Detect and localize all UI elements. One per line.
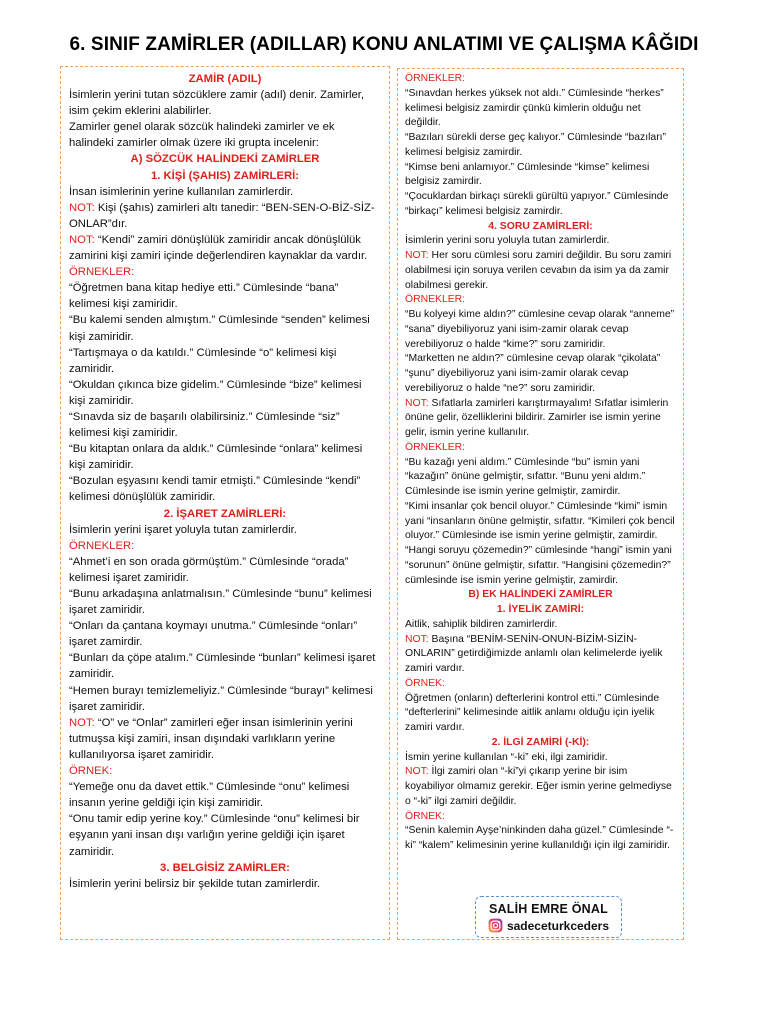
note-text: Kişi (şahıs) zamirleri altı tanedir: “BEN-SEN-O-BİZ-SİZ-ONLAR”dır. [69, 201, 375, 230]
note-label: NOT: [69, 201, 95, 214]
kisi-note-1 [69, 200, 381, 232]
kisi-example: “Bu kalemi senden almıştım.” Cümlesinde “senden” kelimesi kişi zamiridir. [69, 314, 370, 343]
belgisiz-example: “Kimse beni anlamıyor.” Cümlesinde “kimse” kelimesi belgisiz zamirdir. [405, 161, 650, 188]
zamir-heading: ZAMİR (ADIL) [188, 73, 262, 85]
iyelik-heading: 1. İYELİK ZAMİRİ: [496, 604, 585, 615]
iyelik-example: Öğretmen (onların) defterlerini kontrol etti.” Cümlesinde “defterlerini” kelimesinde aitlik anlamı olduğu için iyelik zamiri vardır. [405, 692, 660, 733]
social-handle[interactable] [476, 918, 621, 933]
isaret-example: “Bunları da çöpe atalım.” Cümlesinde “bunları” kelimesi işaret zamiridir. [69, 652, 376, 681]
kisi-example: “Tartışmaya o da katıldı.” Cümlesinde “o” kelimesi kişi zamiridir. [69, 346, 337, 375]
soru-example-2: “Hangi soruyu çözemedin?” cümlesinde “hangi” ismin yani “sorunun” önüne gelmiştir, sıfattır. “Hangisini çözemedin?” cümlesinde ise ismin yerine gelmiştir, zamirdir. [405, 545, 672, 586]
note-text: “O” ve “Onlar” zamirleri eğer insan isimlerinin yerini tutmuşsa kişi zamiri, insan dışındaki varlıkların yerine kullanılıyorsa işaret zamiridir. [69, 716, 353, 761]
soru-definition: İsimlerin yerini soru yoluyla tutan zamirlerdir. [405, 235, 610, 247]
isaret-definition: İsimlerin yerini işaret yoluyla tutan zamirlerdir. [69, 523, 297, 536]
isaret-example: “Hemen burayı temizlemeliyiz.” Cümlesinde “burayı” kelimesi işaret zamiridir. [69, 684, 373, 713]
kisi-examples-label: ÖRNEKLER: [69, 266, 135, 279]
soru-example-2: “Kimi insanlar çok bencil oluyor.” Cümlesinde “kimi” ismin yani “insanların önüne gelmiştir, sıfattır. “Kimileri çok bencil oluyor.” Cümlesinde ise ismin yerine gelmiştir, zamirdir. [405, 500, 675, 542]
intro-paragraph-1: İsimlerin yerini tutan sözcüklere zamir (adıl) denir. Zamirler, isim çekim eklerini alabilirler. [69, 89, 365, 118]
isaret-note [69, 715, 381, 763]
soru-examples2-label: ÖRNEKLER: [405, 441, 466, 453]
belgisiz-examples-label: ÖRNEKLER: [405, 73, 466, 84]
isaret-example-item: “Onu tamir edip yerine koy.” Cümlesinde “onu” kelimesi bir eşyanın yani insan dışı varlığın yerine geldiği için işaret zamiridir. [69, 813, 360, 858]
note-text: “Kendi” zamiri dönüşlülük zamiridir ancak dönüşlülük zamirini kişi zamiri içinde değerlendiren kaynaklar da vardır. [69, 233, 368, 263]
belgisiz-example: “Bazıları sürekli derse geç kalıyor.” Cümlesinde “bazıları” kelimesi belgisiz zamirdir. [405, 132, 667, 158]
belgisiz-example: “Sınavdan herkes yüksek not aldı.” Cümlesinde “herkes” kelimesi belgisiz zamirdir çünkü kimlerin olduğu net değildir. [405, 87, 664, 129]
note-text: Başına “BENİM-SENİN-ONUN-BİZİM-SİZİN-ONLARIN” getirdiğimizde anlamlı olan kelimelerde iyelik zamiri vardır. [405, 633, 663, 674]
isaret-example-label: ÖRNEK: [69, 765, 113, 778]
intro-paragraph-2: Zamirler genel olarak sözcük halindeki zamirler ve ek halindeki zamirler olmak üzere iki grupta incelenir: [69, 121, 335, 150]
left-column [60, 66, 390, 940]
isaret-example: “Bunu arkadaşına anlatmalısın.” Cümlesinde “bunu” kelimesi işaret zamiridir. [69, 588, 372, 617]
belgisiz-heading: 3. BELGİSİZ ZAMİRLER: [160, 861, 290, 874]
kisi-example: “Bozulan eşyasını kendi tamir etmişti.” Cümlesinde “kendi” kelimesi dönüşlülük zamiridir. [69, 475, 361, 504]
author-signature [475, 896, 622, 938]
isaret-example: “Ahmet’i en son orada görmüştüm.” Cümlesinde “orada” kelimesi işaret zamiridir. [69, 555, 349, 584]
instagram-icon [488, 918, 503, 933]
kisi-example: “Sınavda siz de başarılı olabilirsiniz.” Cümlesinde “siz” kelimesi kişi zamiridir. [69, 410, 340, 440]
iyelik-example-label: ÖRNEK: [405, 677, 445, 689]
soru-examples-label: ÖRNEKLER: [405, 294, 466, 306]
note-text: Her soru cümlesi soru zamiri değildir. Bu soru zamiri olabilmesi için soruya verilen cevabın da isim ya da zamir olabilmesi gerekir. [405, 250, 672, 291]
page-title: 6. SINIF ZAMİRLER (ADILLAR) KONU ANLATIMI VE ÇALIŞMA KÂĞIDI [69, 34, 699, 55]
isaret-examples-label: ÖRNEKLER: [69, 539, 135, 552]
soru-note-2 [405, 397, 676, 441]
kisi-heading: 1. KİŞİ (ŞAHIS) ZAMİRLERİ: [150, 169, 300, 182]
kisi-note-2 [69, 232, 381, 264]
social-handle-text: sadeceturkceders [506, 918, 610, 933]
note-label: NOT: [69, 233, 95, 246]
note-label: NOT: [405, 397, 429, 409]
isaret-heading: 2. İŞARET ZAMİRLERİ: [163, 507, 287, 520]
isaret-example-item: “Yemeğe onu da davet ettik.” Cümlesinde “onu” kelimesi insanın yerine geldiği için kişi zamiridir. [69, 781, 350, 810]
iyelik-definition: Aitlik, sahiplik bildiren zamirlerdir. [405, 618, 558, 630]
kisi-example: “Bu kitaptan onlara da aldık.” Cümlesinde “onlara” kelimesi kişi zamiridir. [69, 443, 363, 472]
soru-example: “Bu kolyeyi kime aldın?” cümlesine cevap olarak “anneme” “sana” diyebiliyoruz yani isim-zamir olarak cevap verebiliyoruz o halde “kime?” soru zamiridir. [405, 309, 675, 350]
kisi-example: “Öğretmen bana kitap hediye etti.” Cümlesinde “bana” kelimesi kişi zamiridir. [69, 282, 339, 311]
section-b-heading: B) EK HALİNDEKİ ZAMİRLER [468, 589, 613, 601]
note-text: Sıfatlarla zamirleri karıştırmayalım! Sıfatlar isimlerin önüne gelir, özelliklerini bildirir. Zamirler ise ismin yerine gelir, ismin yerine kullanılır. [405, 397, 669, 438]
belgisiz-definition: İsimlerin yerini belirsiz bir şekilde tutan zamirlerdir. [69, 877, 321, 890]
belgisiz-example: “Çocuklardan birkaçı sürekli gürültü yapıyor.” Cümlesinde “birkaçı” kelimesi belgisiz zamirdir. [405, 191, 669, 217]
soru-example: “Marketten ne aldın?” cümlesine cevap olarak “çikolata” “şunu” diyebiliyoruz yani isim-zamir olarak cevap verebiliyoruz o halde “ne?” soru zamiridir. [405, 353, 661, 394]
note-label: NOT: [405, 633, 429, 645]
right-column [397, 68, 684, 940]
note-label: NOT: [405, 766, 429, 778]
note-label: NOT: [69, 716, 95, 729]
author-name: SALİH EMRE ÖNAL [489, 902, 608, 916]
section-a-heading: A) SÖZCÜK HALİNDEKİ ZAMİRLER [130, 153, 320, 166]
iyelik-note [405, 633, 676, 677]
soru-example-2: “Bu kazağı yeni aldım.” Cümlesinde “bu” ismin yani “kazağın” önüne gelmiştir, sıfattır. “Bunu yeni aldım.” Cümlesinde ise ismin yerine gelmiştir, zamirdir. [405, 456, 646, 497]
kisi-example: “Okuldan çıkınca bize gidelim.” Cümlesinde “bize” kelimesi kişi zamiridir. [69, 378, 362, 407]
soru-note-1 [405, 249, 676, 293]
note-text: İlgi zamiri olan “-ki”yi çıkarıp yerine bir isim koyabiliyor olmamız gerekir. Eğer ismin yerine gelmediyse o “-ki” ilgi zamiri değildir. [405, 766, 672, 807]
ilgi-example-label: ÖRNEK: [405, 810, 445, 822]
soru-heading: 4. SORU ZAMİRLERİ: [488, 220, 593, 232]
ilgi-heading: 2. İLGİ ZAMİRİ (-Kİ): [491, 736, 590, 748]
ilgi-example: “Senin kalemin Ayşe’ninkinden daha güzel.” Cümlesinde “-ki” “kalem” kelimesinin yerine kullanıldığı için ilgi zamiridir. [405, 825, 674, 851]
ilgi-note [405, 765, 676, 809]
isaret-example: “Onları da çantana koymayı unutma.” Cümlesinde “onları” işaret zamirdir. [69, 620, 358, 649]
kisi-definition: İnsan isimlerinin yerine kullanılan zamirlerdir. [69, 185, 294, 198]
note-label: NOT: [405, 250, 429, 261]
ilgi-definition: İsmin yerine kullanılan “-ki” eki, ilgi zamiridir. [405, 751, 608, 763]
